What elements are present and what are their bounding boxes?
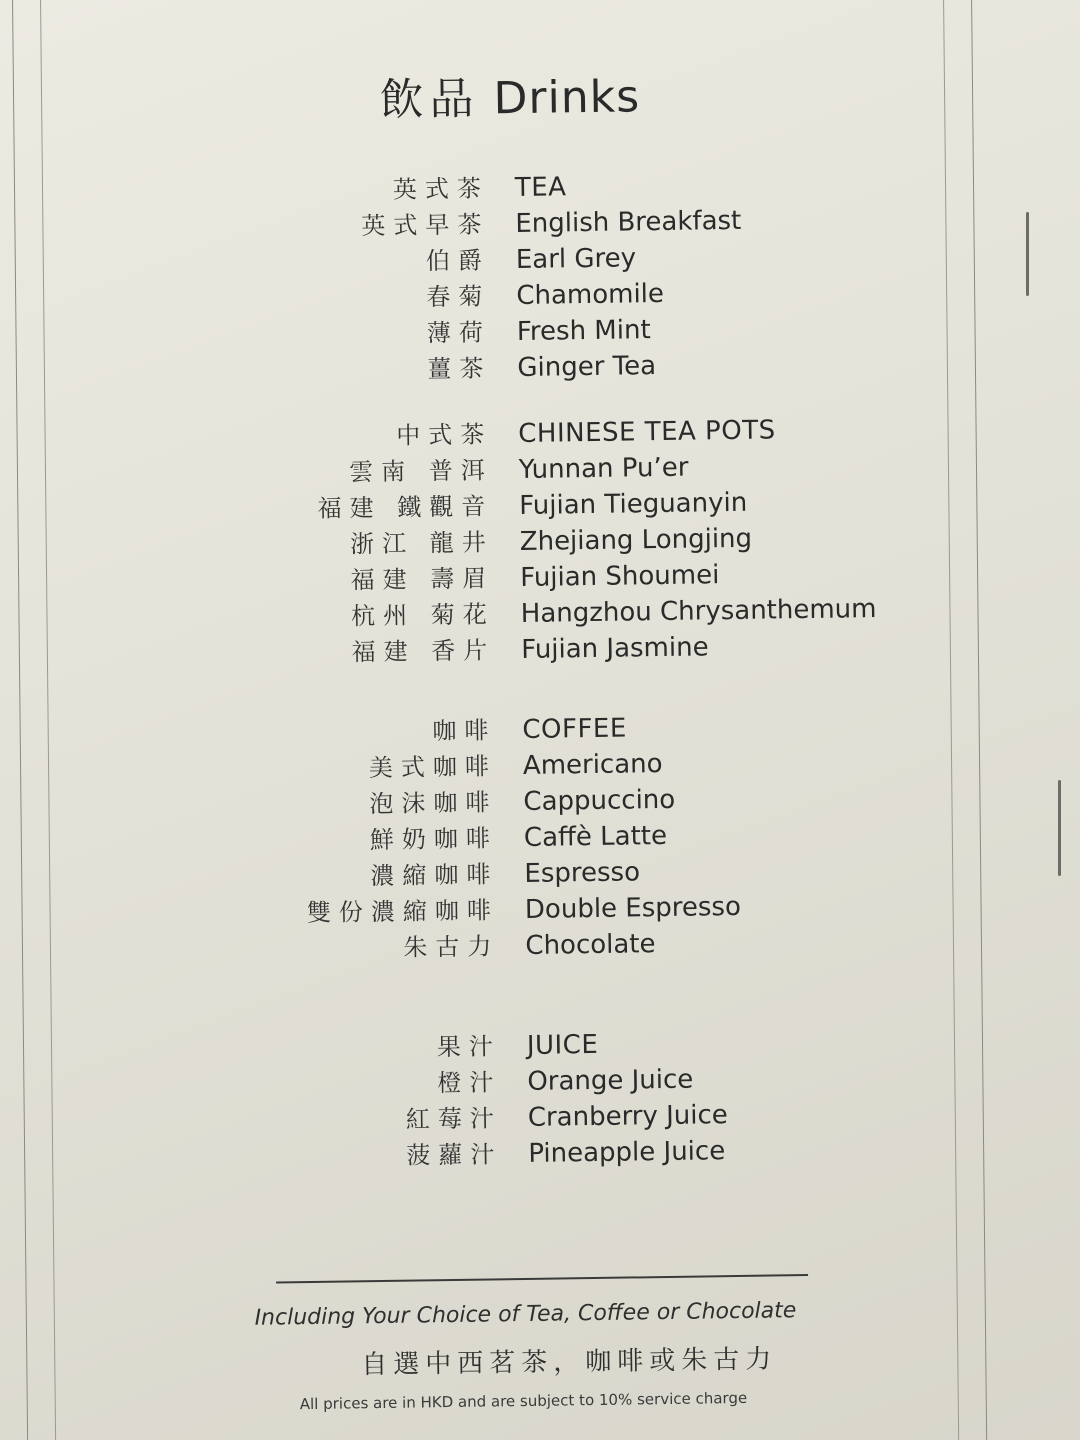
menu-item-zh: 濃縮咖啡 — [370, 860, 499, 891]
menu-item-en: Pineapple Juice — [528, 1136, 726, 1169]
menu-item-en: Hangzhou Chrysanthemum — [520, 594, 877, 629]
menu-item-en: Chamomile — [516, 278, 665, 312]
section-header-en: COFFEE — [522, 713, 628, 745]
menu-item-en: Zhejiang Longjing — [519, 523, 753, 557]
menu-item-zh: 泡沫咖啡 — [369, 788, 498, 819]
section-coffee — [0, 704, 1080, 971]
section-header-en: CHINESE TEA POTS — [518, 415, 776, 449]
menu-item-en: Ginger Tea — [517, 351, 657, 384]
menu-item-en: Fujian Tieguanyin — [519, 487, 748, 521]
menu-item-en: Fresh Mint — [516, 315, 651, 348]
menu-item-en: Fujian Jasmine — [521, 632, 709, 665]
menu-item-zh: 雲南 普洱 — [348, 456, 493, 487]
menu-item-en: Fujian Shoumei — [520, 560, 720, 593]
menu-item-zh: 橙汁 — [437, 1068, 502, 1098]
section-header-zh: 果汁 — [436, 1032, 502, 1062]
footer-chinese-note: 自選中西茗茶，咖啡或朱古力 — [361, 1344, 778, 1381]
menu-item-en: Orange Juice — [527, 1064, 694, 1097]
price-disclaimer: All prices are in HKD and are subject to 10% service charge — [299, 1388, 748, 1414]
menu-item-zh: 紅莓汁 — [405, 1104, 503, 1134]
menu-item-zh: 雙份濃縮咖啡 — [306, 896, 500, 927]
footer-english-note: Including Your Choice of Tea, Coffee or Chocolate — [254, 1298, 797, 1331]
menu-item-en: Caffè Latte — [523, 820, 668, 853]
section-tea — [0, 162, 1076, 393]
section-chinese-tea — [0, 408, 1079, 675]
section-header-zh: 英式茶 — [392, 174, 490, 204]
title-english: Drinks — [493, 71, 641, 125]
menu-item-en: Espresso — [524, 857, 641, 889]
menu-item-zh: 杭州 菊花 — [350, 600, 495, 631]
menu-item-zh: 美式咖啡 — [368, 752, 498, 783]
section-header-en: JUICE — [526, 1029, 599, 1061]
menu-item-en: Double Espresso — [524, 891, 742, 925]
menu-item-en: Yunnan Pu’er — [518, 452, 689, 485]
menu-item-zh: 薄荷 — [426, 318, 492, 348]
menu-item-zh: 英式早茶 — [361, 210, 490, 241]
section-header-zh: 咖啡 — [432, 716, 497, 746]
menu-item-en: Chocolate — [525, 929, 656, 961]
title-chinese: 飲品 — [379, 73, 480, 126]
menu-item-zh: 菠蘿汁 — [406, 1140, 503, 1170]
menu-item-zh: 浙江 龍井 — [349, 528, 494, 559]
menu-item-en: Americano — [522, 749, 663, 781]
menu-item-en: Earl Grey — [515, 243, 637, 276]
menu-item-en: Cranberry Juice — [527, 1100, 729, 1133]
section-header-en: TEA — [514, 172, 567, 204]
section-juice — [5, 1020, 1080, 1179]
page-title — [379, 60, 640, 128]
menu-item-zh: 薑茶 — [427, 354, 492, 384]
menu-item-zh: 福建 壽眉 — [350, 564, 495, 595]
menu-item-en: English Breakfast — [515, 205, 742, 240]
footer-divider — [276, 1274, 808, 1283]
menu-item-en: Cappuccino — [523, 784, 676, 817]
menu-item-zh: 福建 香片 — [351, 636, 496, 667]
menu-item-zh: 鮮奶咖啡 — [369, 824, 499, 855]
menu-item-zh: 福建 鐵觀音 — [317, 492, 494, 523]
menu-item-zh: 伯爵 — [425, 246, 491, 276]
section-header-zh: 中式茶 — [396, 420, 493, 450]
menu-item-zh: 朱古力 — [403, 932, 500, 962]
menu-item-zh: 春菊 — [426, 282, 491, 312]
